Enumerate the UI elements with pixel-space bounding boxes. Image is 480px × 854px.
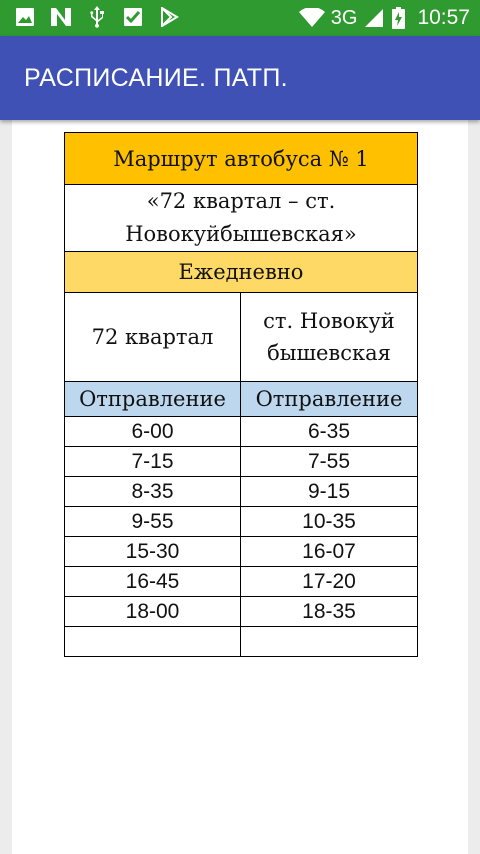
departure-time: 7-15 (65, 447, 241, 477)
route-title: Маршрут автобуса № 1 (65, 133, 418, 185)
departure-time: 16-45 (65, 567, 241, 597)
network-type: 3G (330, 7, 358, 29)
gallery-check-icon (122, 6, 144, 28)
departure-time (241, 627, 418, 657)
play-store-icon (158, 6, 180, 28)
departure-time: 16-07 (241, 537, 418, 567)
stop-end: ст. Новокуй бышевская (241, 293, 418, 382)
departure-time: 10-35 (241, 507, 418, 537)
table-row (65, 417, 418, 447)
wifi-icon (299, 7, 325, 29)
table-row (65, 507, 418, 537)
table-row (65, 567, 418, 597)
clock: 10:57 (417, 6, 470, 29)
battery-charging-icon (391, 7, 405, 29)
departure-time: 18-00 (65, 597, 241, 627)
departure-time: 6-00 (65, 417, 241, 447)
departure-header-start: Отправление (65, 382, 241, 417)
schedule-content[interactable] (12, 120, 468, 854)
table-row (65, 537, 418, 567)
table-row (65, 597, 418, 627)
departure-time: 9-15 (241, 477, 418, 507)
gallery-icon (14, 6, 36, 28)
table-row (65, 447, 418, 477)
departure-time (65, 627, 241, 657)
schedule-table (64, 132, 418, 657)
usb-icon (86, 6, 108, 28)
departure-time: 17-20 (241, 567, 418, 597)
departure-time: 7-55 (241, 447, 418, 477)
status-bar (0, 0, 480, 36)
departure-time: 18-35 (241, 597, 418, 627)
stop-start: 72 квартал (65, 293, 241, 382)
table-row (65, 477, 418, 507)
days-label: Ежедневно (65, 252, 418, 293)
app-title: РАСПИСАНИЕ. ПАТП. (24, 64, 288, 92)
departure-time: 15-30 (65, 537, 241, 567)
app-bar (0, 36, 480, 120)
departure-time: 9-55 (65, 507, 241, 537)
n-app-icon (50, 6, 72, 28)
departure-time: 8-35 (65, 477, 241, 507)
signal-icon (363, 7, 385, 29)
route-description: «72 квартал – ст. Новокуйбышевская» (65, 185, 418, 252)
departure-time: 6-35 (241, 417, 418, 447)
table-row (65, 627, 418, 657)
departure-header-end: Отправление (241, 382, 418, 417)
